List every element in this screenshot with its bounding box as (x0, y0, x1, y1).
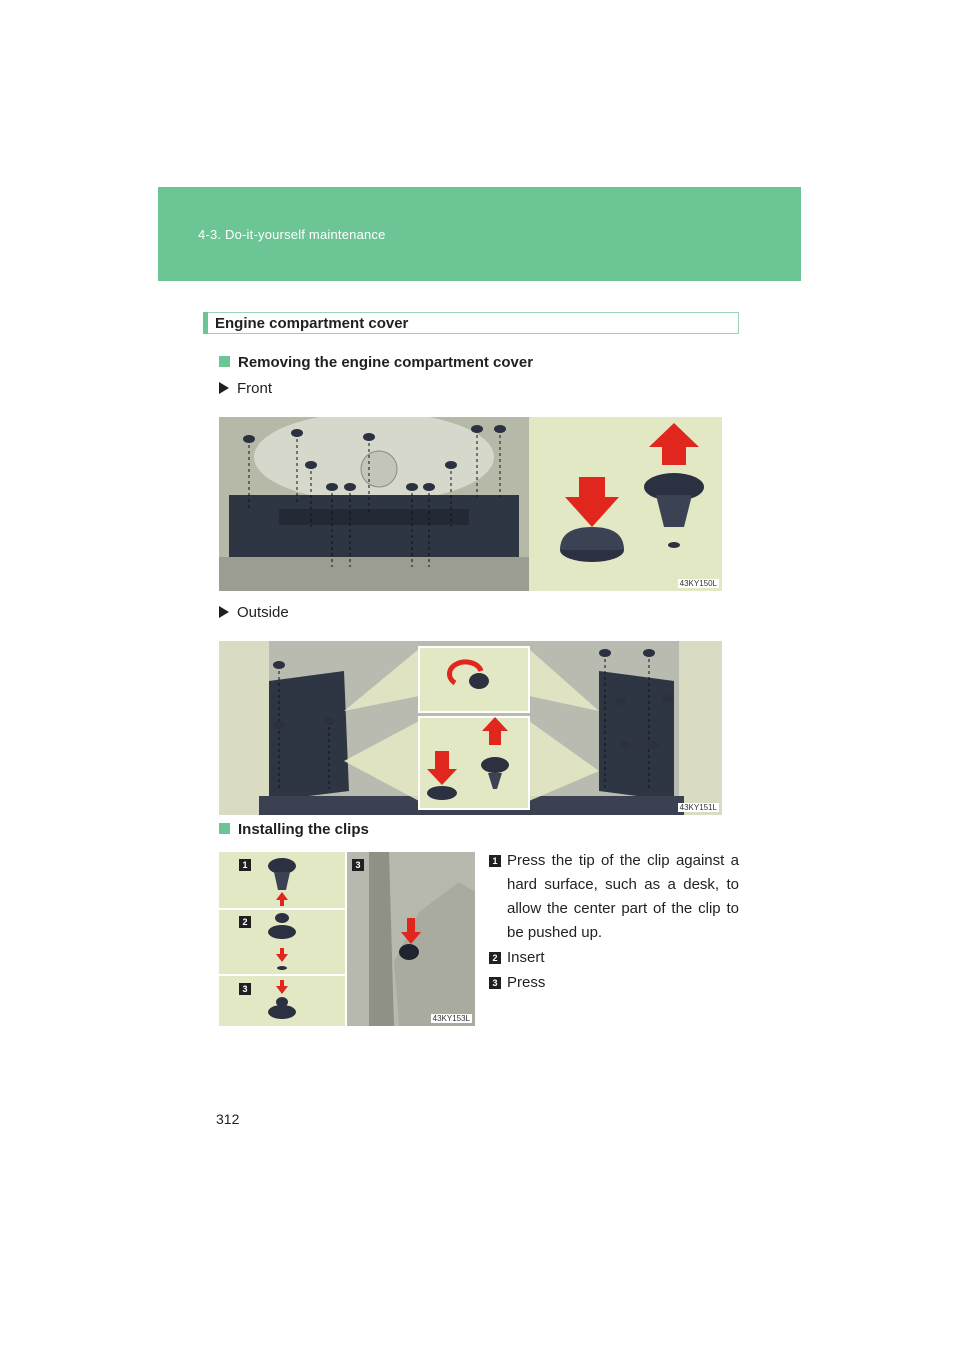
triangle-bullet-icon (219, 606, 229, 618)
front-illustration (219, 417, 722, 591)
page-number: 312 (216, 1111, 240, 1127)
panel-label-photo: 3 (355, 860, 361, 870)
step-number: 1 (489, 855, 501, 867)
figure-code-installing: 43KY153L (432, 1014, 470, 1023)
front-label-text: Front (237, 380, 273, 397)
step-item (489, 946, 739, 970)
subheading-installing (219, 821, 369, 838)
step-text: Insert (507, 949, 545, 966)
step-item (489, 971, 739, 995)
outside-label (219, 604, 289, 621)
panel-label-3: 3 (242, 984, 248, 994)
panel-label-1: 1 (242, 860, 248, 870)
subheading-removing (219, 354, 533, 371)
front-label (219, 380, 272, 397)
step-text: Press (507, 974, 546, 991)
step-text: Press the tip of the clip against a hard surface, such as a desk, to allow the center part of the clip to be pushed up. (507, 852, 739, 941)
subheading-removing-text: Removing the engine compartment cover (238, 354, 534, 371)
figure-code-outside: 43KY151L (679, 803, 717, 812)
square-bullet-icon (219, 356, 230, 367)
section-breadcrumb: 4-3. Do-it-yourself maintenance (198, 227, 386, 242)
outside-illustration (219, 641, 722, 815)
section-title (203, 312, 739, 334)
subheading-installing-text: Installing the clips (238, 821, 369, 838)
panel-label-2: 2 (242, 917, 248, 927)
installing-steps (489, 849, 739, 996)
section-title-text: Engine compartment cover (215, 315, 409, 332)
installing-illustration (219, 852, 475, 1026)
section-title-bar (203, 312, 208, 334)
step-item (489, 849, 739, 945)
triangle-bullet-icon (219, 382, 229, 394)
square-bullet-icon (219, 823, 230, 834)
outside-label-text: Outside (237, 604, 289, 621)
header-band (158, 187, 801, 281)
step-number: 3 (489, 977, 501, 989)
figure-code-front: 43KY150L (679, 579, 717, 588)
step-number: 2 (489, 952, 501, 964)
